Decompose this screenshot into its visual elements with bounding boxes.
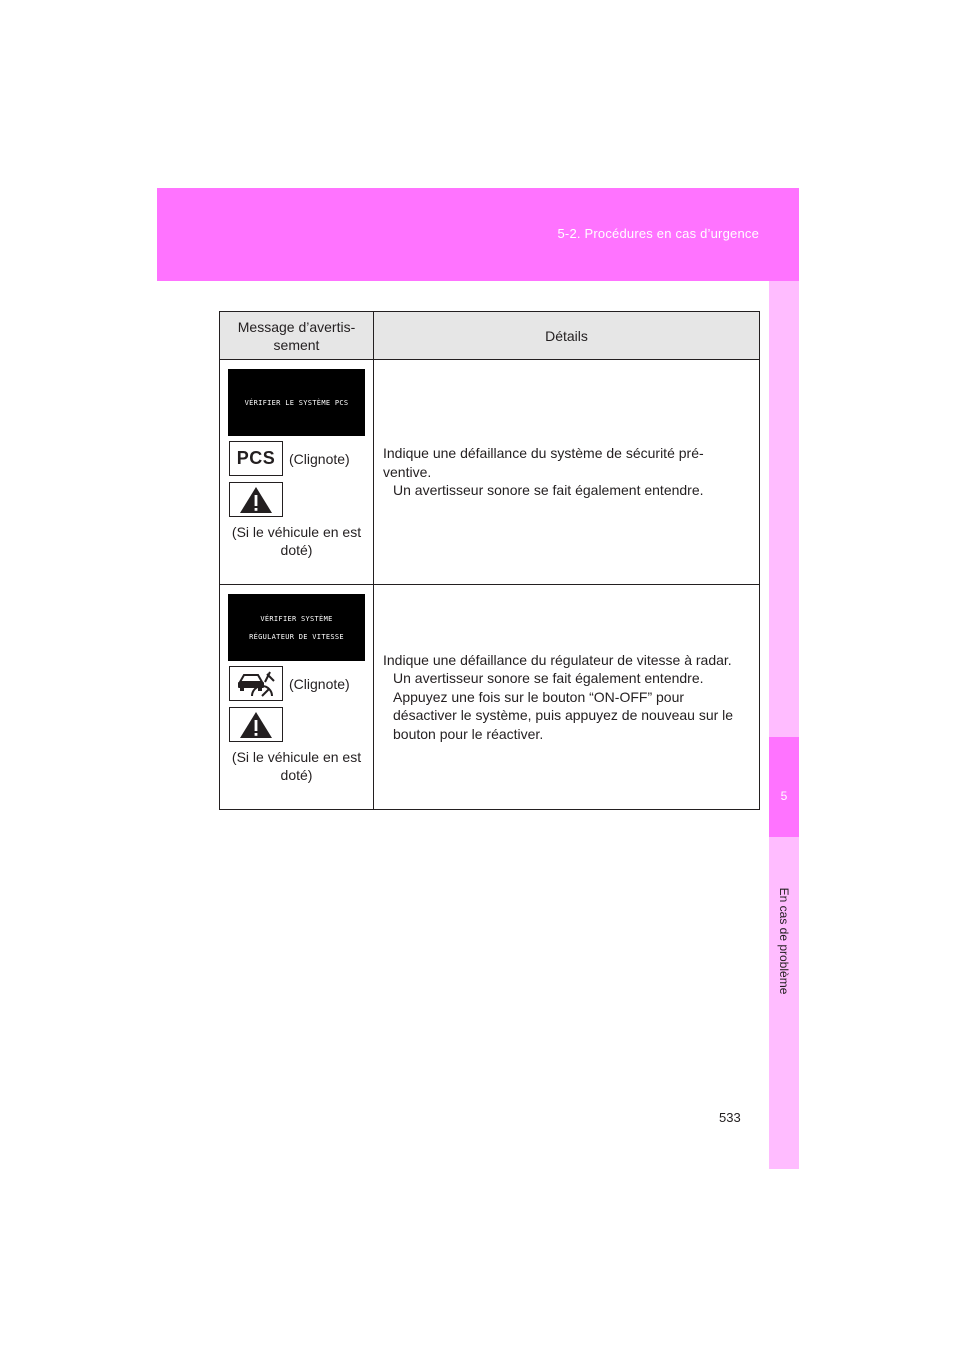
message-cell [220,585,374,810]
exclamation-triangle-icon [229,482,283,517]
chapter-number: 5 [780,789,788,803]
details-main: Indique une défaillance du régulateur de vitesse à radar. [383,651,732,668]
display-screen-image [228,594,365,661]
section-header-band [157,188,799,281]
table-row [220,585,760,810]
pcs-icon [229,441,283,476]
details-sub: Un avertisseur sonore se fait également entendre. [393,670,704,687]
section-title: 5-2. Procédures en cas d’urgence [557,226,759,241]
indicator-row [229,441,373,476]
warning-message-table [219,311,760,810]
exclamation-triangle-icon [229,707,283,742]
chapter-side-tab-active [769,737,799,837]
chapter-label: En cas de problème [777,887,791,995]
screen-text: RÉGULATEUR DE VITESSE [249,632,344,641]
table-header-row [220,312,760,360]
blink-label: (Clignote) [289,450,350,467]
chapter-side-tab [769,281,799,1169]
pcs-icon-text: PCS [236,448,276,468]
screen-text: VÉRIFIER SYSTÈME [260,614,333,623]
col-header-details: Détails [374,312,760,360]
details-cell [374,585,760,810]
message-cell [220,360,374,585]
details-cell [374,360,760,585]
details-sub: Appuyez une fois sur le bouton “ON-OFF” pour désactiver le système, puis appuyez de nouveau sur le bouton pour le réactiver. [393,688,734,742]
equipped-note: (Si le véhicule en est doté) [231,524,362,558]
display-screen-image [228,369,365,436]
screen-text: VÉRIFIER LE SYSTÈME PCS [244,398,349,407]
blink-label: (Clignote) [289,675,350,692]
equipped-note: (Si le véhicule en est doté) [231,749,362,783]
page-number: 533 [719,1110,741,1125]
table-row [220,360,760,585]
col-header-message: Message d’avertis-sement [220,312,374,360]
indicator-row [229,666,373,701]
details-sub: Un avertisseur sonore se fait également entendre. [393,482,704,499]
details-main: Indique une défaillance du système de sécurité pré-ventive. [383,445,704,480]
radar-cruise-icon [229,666,283,701]
